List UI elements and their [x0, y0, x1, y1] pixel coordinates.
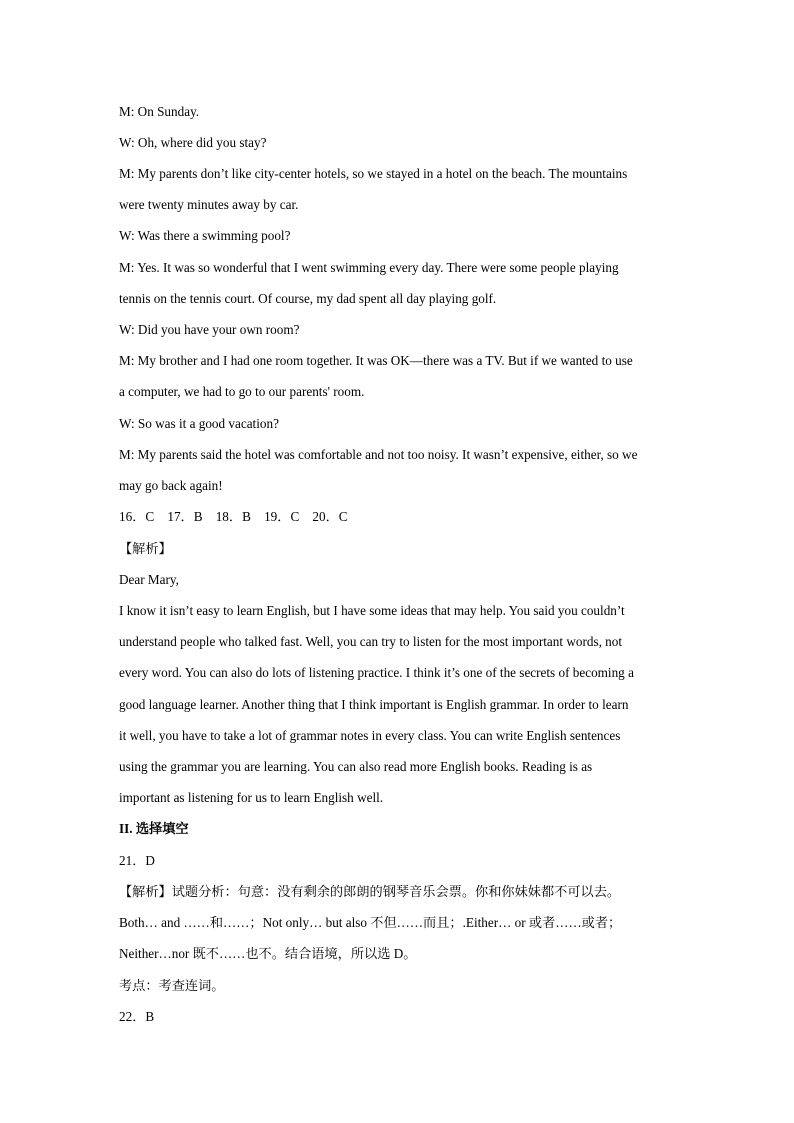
- explanation-line: Both… and ……和……；Not only… but also 不但……而且；.Either… or 或者……或者；: [119, 915, 622, 930]
- dialogue-line: M: My brother and I had one room together. It was OK—there was a TV. But if we wanted to use: [119, 353, 633, 368]
- explanation-line: Neither…nor 既不……也不。结合语境，所以选 D。: [119, 946, 417, 961]
- dialogue-line: W: So was it a good vacation?: [119, 416, 279, 431]
- question-answer: 21．D: [119, 853, 155, 868]
- analysis-heading: 【解析】: [119, 541, 172, 556]
- question-answer: 22．B: [119, 1009, 155, 1024]
- dialogue-line: a computer, we had to go to our parents' room.: [119, 384, 365, 399]
- letter-line: every word. You can also do lots of listening practice. I think it’s one of the secrets of becoming a: [119, 665, 634, 680]
- dialogue-line: W: Did you have your own room?: [119, 322, 300, 337]
- dialogue-line: W: Oh, where did you stay?: [119, 135, 267, 150]
- dialogue-line: tennis on the tennis court. Of course, my dad spent all day playing golf.: [119, 291, 497, 306]
- letter-line: good language learner. Another thing that I think important is English grammar. In order to learn: [119, 697, 629, 712]
- letter-line: using the grammar you are learning. You can also read more English books. Reading is as: [119, 759, 593, 774]
- dialogue-line: M: My parents don’t like city-center hotels, so we stayed in a hotel on the beach. The mountains: [119, 166, 628, 181]
- letter-line: I know it isn’t easy to learn English, but I have some ideas that may help. You said you couldn’t: [119, 603, 625, 618]
- dialogue-line: M: My parents said the hotel was comfortable and not too noisy. It wasn’t expensive, either, so we: [119, 447, 638, 462]
- dialogue-line: M: On Sunday.: [119, 104, 200, 119]
- explanation-line: 考点：考查连词。: [119, 978, 225, 993]
- dialogue-line: may go back again!: [119, 478, 223, 493]
- letter-salutation: Dear Mary,: [119, 572, 179, 587]
- dialogue-line: W: Was there a swimming pool?: [119, 228, 291, 243]
- section-heading: II. 选择填空: [119, 821, 189, 836]
- dialogue-line: M: Yes. It was so wonderful that I went swimming every day. There were some people playing: [119, 260, 619, 275]
- letter-line: it well, you have to take a lot of grammar notes in every class. You can write English sentences: [119, 728, 621, 743]
- letter-line: understand people who talked fast. Well, you can try to listen for the most important words, not: [119, 634, 623, 649]
- letter-line: important as listening for us to learn English well.: [119, 790, 384, 805]
- explanation-line: 【解析】试题分析：句意：没有剩余的郎朗的钢琴音乐会票。你和你妹妹都不可以去。: [119, 884, 621, 899]
- dialogue-line: were twenty minutes away by car.: [119, 197, 299, 212]
- answer-key-line: 16．C 17．B 18．B 19．C 20．C: [119, 509, 348, 524]
